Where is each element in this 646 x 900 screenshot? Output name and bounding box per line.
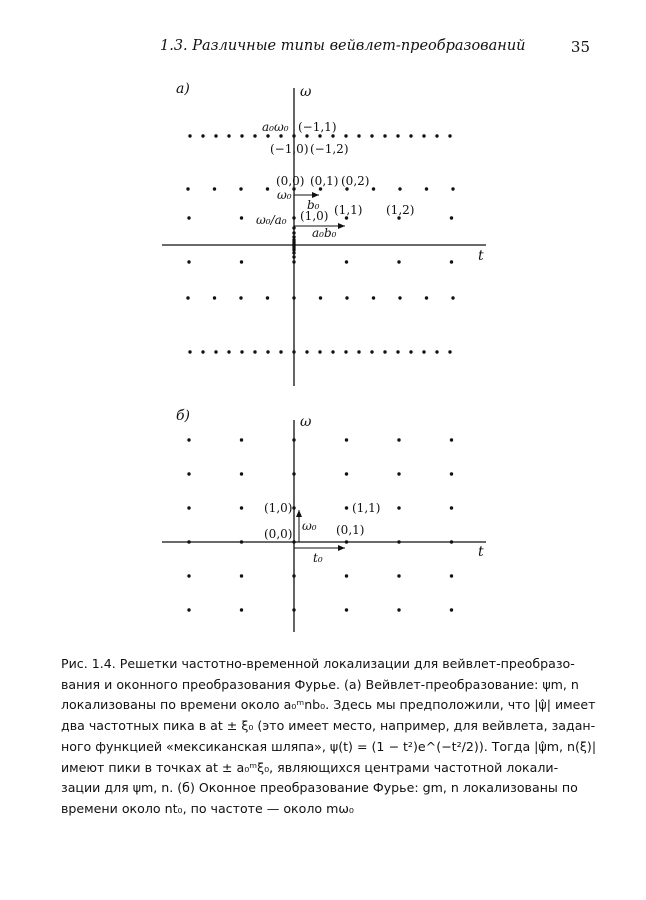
lattice-point [370,350,373,353]
label-b0: b₀ [307,198,320,212]
lattice-point [409,350,412,353]
section-title: 1.3. Различные типы вейвлет-преобразований [160,38,526,54]
t-axis-label: t [478,248,484,264]
label-m1-n2: (1,2) [386,203,415,217]
lattice-point [450,540,453,543]
lattice-point [240,540,243,543]
label-m1-n0: (1,0) [300,209,329,223]
lattice-point [450,216,453,219]
caption-line: вания и оконного преобразования Фурье. (а) Вейвлет-преобразование: ψm, n [61,676,579,692]
lattice-point [240,216,243,219]
lattice-point [187,574,190,577]
lattice-point [292,248,295,251]
lattice-point [292,540,295,543]
lattice-point [345,540,348,543]
label-a0-b0: a₀b₀ [312,226,337,240]
lattice-point [240,438,243,441]
caption-line: ного функцией «мексиканская шляпа», ψ(t) = (1 − t²)e^(−t²/2)). Тогда |ψ̂m, n(ξ)| [61,738,597,754]
lattice-point [240,472,243,475]
lattice-point [357,350,360,353]
lattice-point [425,296,428,299]
lattice-point [214,350,217,353]
lattice-point [292,255,295,258]
figure-a-wavelet-lattice [0,0,646,390]
lattice-point [292,235,295,238]
lattice-point [292,438,295,441]
t-axis-label-b: t [478,544,484,560]
page-number: 35 [570,38,590,56]
label-m1-n1: (1,1) [334,203,363,217]
lattice-point [397,540,400,543]
lattice-point [450,472,453,475]
lattice-point [409,134,412,137]
lattice-point [425,187,428,190]
lattice-point [266,296,269,299]
label-m0-n2: (0,2) [341,174,370,188]
caption-line: Рис. 1.4. Решетки частотно-временной локализации для вейвлет-преобразо- [61,656,575,671]
panel-label-a: а) [176,81,190,97]
lattice-point [240,608,243,611]
label-b-t0: t₀ [313,551,323,565]
lattice-point [450,438,453,441]
lattice-point [201,134,204,137]
label-a0-omega0: a₀ω₀ [262,120,289,134]
lattice-point [345,574,348,577]
omega-axis-label: ω [300,84,312,100]
lattice-point [397,438,400,441]
lattice-point [448,134,451,137]
lattice-point [292,251,295,254]
lattice-point [318,350,321,353]
lattice-point [397,608,400,611]
label-b-m0-n1: (0,1) [336,523,365,537]
lattice-point [345,438,348,441]
lattice-point [279,350,282,353]
lattice-point [187,438,190,441]
panel-label-b: б) [176,408,191,424]
lattice-point [397,260,400,263]
lattice-point [344,134,347,137]
lattice-dots-a [186,134,454,353]
lattice-point [187,260,190,263]
lattice-point [331,134,334,137]
lattice-point [383,350,386,353]
lattice-point [397,472,400,475]
caption-line: два частотных пика в at ± ξ₀ (это имеет место, например, для вейвлета, задан- [61,718,596,734]
lattice-point [240,574,243,577]
caption-line: имеют пики в точках at ± a₀ᵐξ₀, являющихся центрами частотной локали- [61,759,559,775]
lattice-point [186,187,189,190]
lattice-point [292,608,295,611]
lattice-point [292,260,295,263]
lattice-point [187,506,190,509]
lattice-point [345,260,348,263]
lattice-point [292,216,295,219]
lattice-point [345,608,348,611]
figure-caption [61,654,597,820]
lattice-point [266,187,269,190]
lattice-point [345,472,348,475]
lattice-point [292,350,295,353]
lattice-point [187,540,190,543]
lattice-point [398,187,401,190]
label-b-m1-n1: (1,1) [352,501,381,515]
lattice-point [305,350,308,353]
lattice-point [450,506,453,509]
lattice-point [345,296,348,299]
lattice-point [279,134,282,137]
lattice-point [187,608,190,611]
lattice-point [253,134,256,137]
lattice-point [451,187,454,190]
lattice-point [227,350,230,353]
label-m-neg1-n2: (−1,2) [310,142,349,156]
lattice-point [450,608,453,611]
lattice-point [253,350,256,353]
label-m0-n0: (0,0) [276,174,305,188]
lattice-point [357,134,360,137]
lattice-point [240,506,243,509]
lattice-point [370,134,373,137]
lattice-point [422,350,425,353]
lattice-point [372,187,375,190]
lattice-point [186,296,189,299]
label-b-m0-n0: (0,0) [264,527,293,541]
lattice-point [292,506,295,509]
omega-axis-label-b: ω [300,414,312,430]
lattice-point [201,350,204,353]
label-m-neg1-n1: (−1,1) [298,120,337,134]
label-m0-n1: (0,1) [310,174,339,188]
lattice-point [227,134,230,137]
lattice-point [345,506,348,509]
caption-line: времени около nt₀, по частоте — около mω₀ [61,800,354,816]
lattice-point [214,134,217,137]
lattice-point [448,350,451,353]
lattice-point [319,296,322,299]
lattice-point [318,134,321,137]
lattice-point [435,350,438,353]
lattice-point [239,187,242,190]
lattice-point [239,296,242,299]
lattice-point [422,134,425,137]
lattice-point [398,296,401,299]
label-omega0-over-a0: ω₀/a₀ [256,213,287,227]
lattice-point [188,134,191,137]
lattice-point [292,296,295,299]
lattice-point [344,350,347,353]
lattice-point [292,134,295,137]
label-omega0: ω₀ [277,188,292,202]
lattice-point [188,350,191,353]
lattice-point [266,134,269,137]
label-b-m1-n0: (1,0) [264,501,293,515]
lattice-dots-b [187,438,453,611]
lattice-point [240,134,243,137]
lattice-point [397,506,400,509]
caption-line: зации для ψm, n. (б) Оконное преобразование Фурье: gm, n локализованы по [61,780,578,796]
lattice-point [396,350,399,353]
lattice-point [450,260,453,263]
lattice-point [331,350,334,353]
lattice-point [292,472,295,475]
lattice-point [292,226,295,229]
lattice-point [240,260,243,263]
lattice-point [292,574,295,577]
figure-b-wft-lattice [0,400,646,640]
lattice-point [240,350,243,353]
lattice-point [187,216,190,219]
lattice-point [266,350,269,353]
lattice-point [213,187,216,190]
lattice-point [187,472,190,475]
lattice-point [450,574,453,577]
lattice-point [397,574,400,577]
lattice-point [292,231,295,234]
label-b-omega0: ω₀ [302,519,317,533]
lattice-point [435,134,438,137]
lattice-point [305,134,308,137]
label-m-neg1-n0: (−1,0) [270,142,309,156]
lattice-point [396,134,399,137]
lattice-point [213,296,216,299]
lattice-point [372,296,375,299]
caption-line: локализованы по времени около a₀ᵐnb₀. Здесь мы предположили, что |ψ̂| имеет [61,697,596,713]
lattice-point [383,134,386,137]
lattice-point [451,296,454,299]
